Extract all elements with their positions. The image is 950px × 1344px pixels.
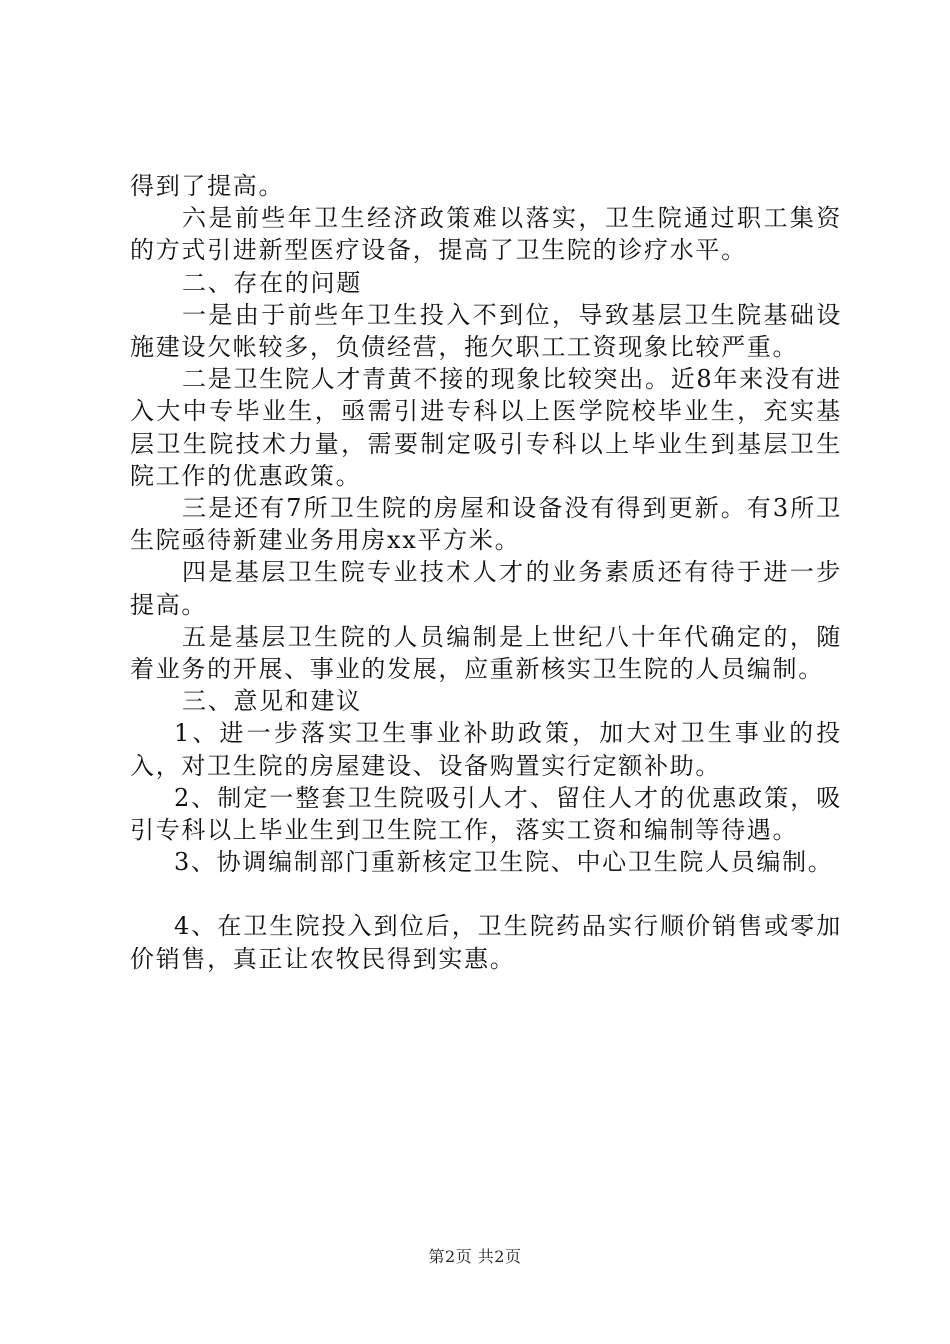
paragraph-problem-three: 三是还有7所卫生院的房屋和设备没有得到更新。有3所卫生院亟待新建业务用房xx平方米。 — [130, 494, 842, 555]
paragraph-point-six: 六是前些年卫生经济政策难以落实，卫生院通过职工集资的方式引进新型医疗设备，提高了卫生院的诊疗水平。 — [130, 204, 842, 265]
paragraph-suggestion-three: 3、协调编制部门重新核定卫生院、中心卫生院人员编制。 — [174, 848, 834, 877]
paragraph-suggestion-one: 1、进一步落实卫生事业补助政策，加大对卫生事业的投入，对卫生院的房屋建设、设备购置实行定额补助。 — [130, 719, 842, 780]
paragraph-suggestion-two: 2、制定一整套卫生院吸引人才、留住人才的优惠政策，吸引专科以上毕业生到卫生院工作，落实工资和编制等待遇。 — [130, 783, 842, 845]
paragraph-problem-five: 五是基层卫生院的人员编制是上世纪八十年代确定的，随着业务的开展、事业的发展，应重新核实卫生院的人员编制。 — [130, 622, 842, 684]
document-body — [130, 170, 842, 975]
section-heading-suggestions: 三、意见和建议 — [182, 687, 362, 716]
paragraph-problem-one: 一是由于前些年卫生投入不到位，导致基层卫生院基础设施建设欠帐较多，负债经营，拖欠职工工资现象比较严重。 — [130, 300, 842, 362]
section-heading-problems: 二、存在的问题 — [182, 268, 362, 297]
paragraph-suggestion-four: 4、在卫生院投入到位后，卫生院药品实行顺价销售或零加价销售，真正让农牧民得到实惠。 — [130, 912, 842, 973]
page-footer: 第2页 共2页 — [428, 1247, 522, 1266]
paragraph-gap — [130, 878, 842, 910]
paragraph-problem-two: 二是卫生院人才青黄不接的现象比较突出。近8年来没有进入大中专毕业生，亟需引进专科以上医学院校毕业生，充实基层卫生院技术力量，需要制定吸引专科以上毕业生到基层卫生院工作的优惠政策。 — [130, 365, 842, 490]
paragraph-continuation: 得到了提高。 — [130, 172, 285, 200]
paragraph-problem-four: 四是基层卫生院专业技术人才的业务素质还有待于进一步提高。 — [130, 558, 842, 619]
